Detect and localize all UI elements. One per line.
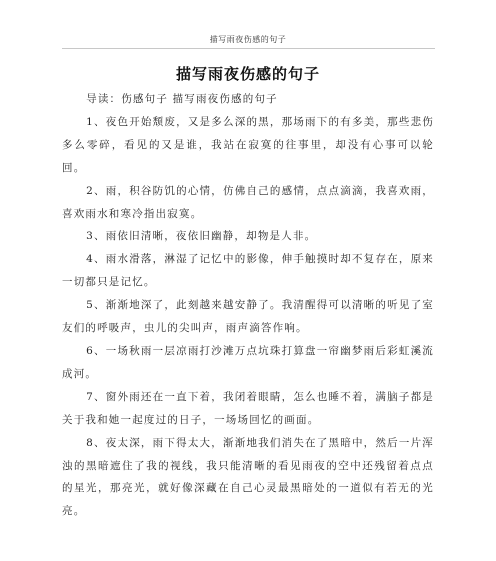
paragraph-7: 7、窗外雨还在一直下着，我闭着眼睛，怎么也睡不着，满脑子都是关于我和她一起度过的日子，一场场回忆的画面。: [62, 390, 434, 426]
paragraph-5: 5、渐渐地深了，此刻越来越安静了。我清醒得可以清晰的听见了室友们的呼吸声，虫儿的尖叫声，雨声滴答作响。: [62, 299, 434, 335]
document-body: [62, 88, 434, 523]
paragraph-8: 8、夜太深，雨下得太大，渐渐地我们消失在了黑暗中，然后一片浑浊的黑暗遮住了我的视线，我只能清晰的看见雨夜的空中还残留着点点的星光，那亮光，就好像深藏在自己心灵最黑暗处的一道似有若无的光亮。: [62, 436, 434, 518]
lead-paragraph: 导读：伤感句子 描写雨夜伤感的句子: [86, 93, 278, 105]
header-divider: [62, 48, 435, 49]
paragraph-3: 3、雨依旧清晰，夜依旧幽静，却物是人非。: [86, 230, 317, 243]
document-title: 描写雨夜伤感的句子: [175, 65, 320, 83]
paragraph-4: 4、雨水滑落，淋湿了记忆中的影像，伸手触摸时却不复存在，原来一切都只是记忆。: [62, 253, 434, 289]
running-header: 描写雨夜伤感的句子: [209, 35, 287, 44]
paragraph-2: 2、雨，积谷防饥的心情，仿佛自己的感情，点点滴滴，我喜欢雨，喜欢雨水和寒冷指出寂寞。: [62, 184, 434, 220]
paragraph-6: 6、一场秋雨一层凉雨打沙滩万点坑珠打算盘一帘幽梦雨后彩虹溪流成河。: [62, 344, 434, 380]
paragraph-1: 1、夜色开始颓废，又是多么深的黑，那场雨下的有多美，那些悲伤多么零碎，看见的又是谁，我站在寂寞的往事里，却没有心事可以轮回。: [62, 115, 434, 174]
